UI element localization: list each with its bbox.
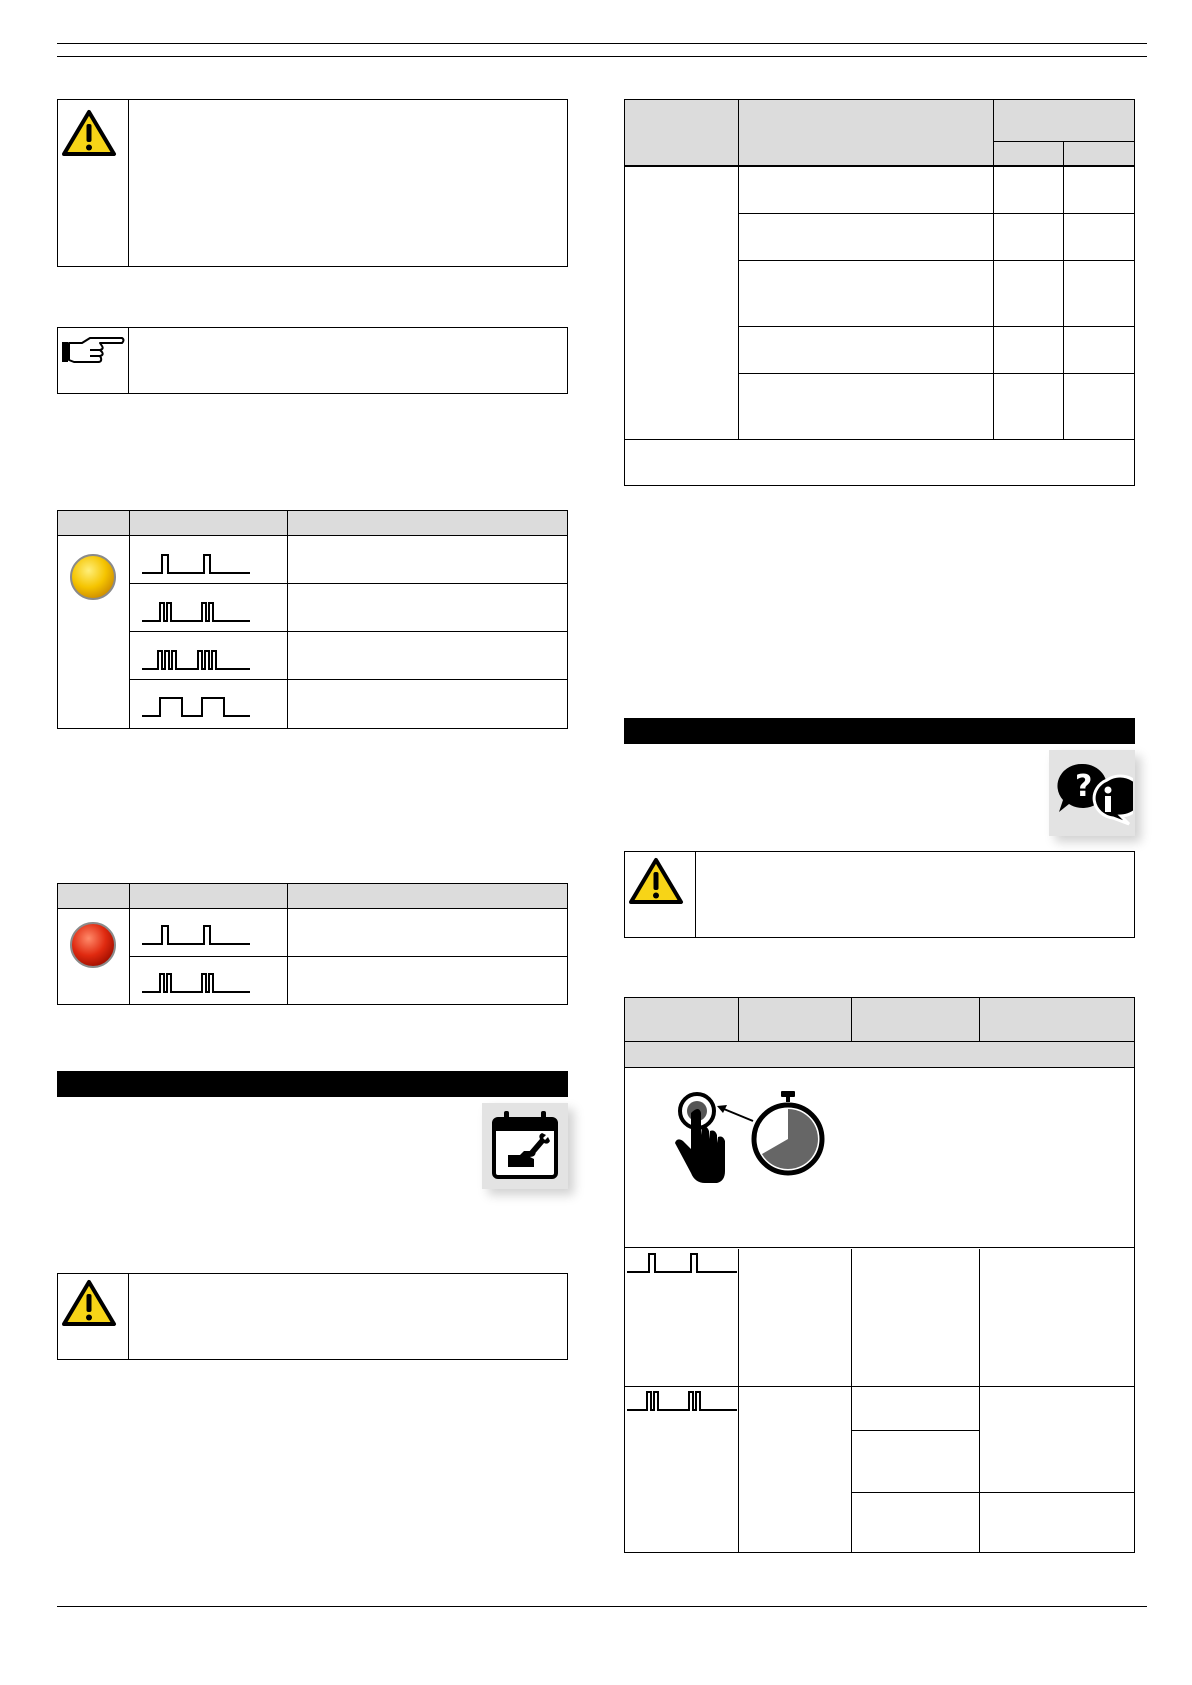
warning-box xyxy=(57,1273,568,1360)
table-cell xyxy=(739,374,993,439)
blink-pattern-icon xyxy=(140,922,250,948)
column-divider xyxy=(129,536,130,728)
table-header-cell xyxy=(979,998,1134,1041)
note-box xyxy=(57,327,568,394)
column-divider xyxy=(1063,167,1064,439)
warning-triangle-icon xyxy=(61,1278,117,1328)
table-cell xyxy=(288,909,567,956)
warning-box xyxy=(624,851,1135,938)
table-cell xyxy=(288,680,567,728)
table-header-cell xyxy=(625,998,738,1041)
table-cell xyxy=(739,327,993,373)
warning-icon-cell xyxy=(58,100,129,266)
table-header-cell xyxy=(738,100,993,166)
blink-pattern-icon xyxy=(140,599,250,625)
table-cell xyxy=(288,957,567,1004)
red-led-icon xyxy=(68,920,118,970)
table-header-cell xyxy=(129,884,287,908)
section-title xyxy=(624,718,1135,726)
table-header-cell xyxy=(58,884,129,908)
table-header-cell xyxy=(58,511,129,535)
press-button-timer-icon xyxy=(661,1091,831,1191)
blink-pattern-icon xyxy=(140,694,250,720)
table-header-cell xyxy=(287,884,567,908)
warning-icon-cell xyxy=(625,852,696,937)
data-table xyxy=(624,99,1135,486)
table-header-cell xyxy=(993,100,1134,142)
header-rule-top xyxy=(57,43,1147,44)
warning-icon-cell xyxy=(58,1274,129,1359)
yellow-led-table xyxy=(57,510,568,729)
table-header-cell xyxy=(851,998,979,1041)
help-icon-box xyxy=(1049,750,1135,836)
table-subheader xyxy=(625,1042,1134,1068)
table-cell xyxy=(739,214,993,260)
warning-triangle-icon xyxy=(628,856,684,906)
table-footer xyxy=(625,439,1134,485)
table-cell xyxy=(288,536,567,583)
table-cell xyxy=(288,584,567,631)
table-cell xyxy=(739,167,993,213)
warning-text xyxy=(697,852,1134,937)
footer-rule xyxy=(57,1606,1147,1607)
column-divider xyxy=(851,1249,852,1552)
illustration-row xyxy=(625,1069,1134,1248)
procedure-table xyxy=(624,997,1135,1553)
row-divider xyxy=(625,1386,1134,1387)
blink-pattern-icon xyxy=(140,551,250,577)
table-cell xyxy=(739,1249,851,1386)
table-header-cell xyxy=(1063,142,1134,166)
table-header-cell xyxy=(993,142,1063,166)
row-divider xyxy=(851,1430,979,1431)
table-header-cell xyxy=(287,511,567,535)
blink-pattern-icon xyxy=(625,1388,737,1414)
help-section-bar xyxy=(624,718,1135,744)
warning-triangle-icon xyxy=(61,108,117,158)
note-text xyxy=(130,328,567,393)
blink-pattern-icon xyxy=(625,1250,737,1276)
row-divider xyxy=(851,1492,1134,1493)
table-cell xyxy=(739,261,993,325)
header-rule-bottom xyxy=(57,56,1147,57)
blink-pattern-icon xyxy=(140,970,250,996)
maintenance-section-bar xyxy=(57,1071,568,1097)
warning-text xyxy=(130,1274,567,1359)
table-cell xyxy=(288,632,567,679)
column-divider xyxy=(993,167,994,439)
table-header-cell xyxy=(129,511,287,535)
yellow-led-icon xyxy=(68,552,118,602)
question-info-bubbles-icon xyxy=(1053,760,1133,826)
column-divider xyxy=(979,1249,980,1552)
warning-box xyxy=(57,99,568,267)
maintenance-icon-box xyxy=(482,1103,568,1189)
table-header-cell xyxy=(738,998,851,1041)
svg-text:?: ? xyxy=(1075,769,1093,804)
calendar-wrench-icon xyxy=(490,1109,560,1181)
table-header-cell xyxy=(625,100,738,166)
red-led-table xyxy=(57,883,568,1005)
warning-text xyxy=(130,100,567,266)
pointing-hand-icon xyxy=(60,334,126,366)
note-icon-cell xyxy=(58,328,129,393)
blink-pattern-icon xyxy=(140,647,250,673)
section-title xyxy=(57,1071,568,1079)
table-cell xyxy=(739,1387,851,1552)
